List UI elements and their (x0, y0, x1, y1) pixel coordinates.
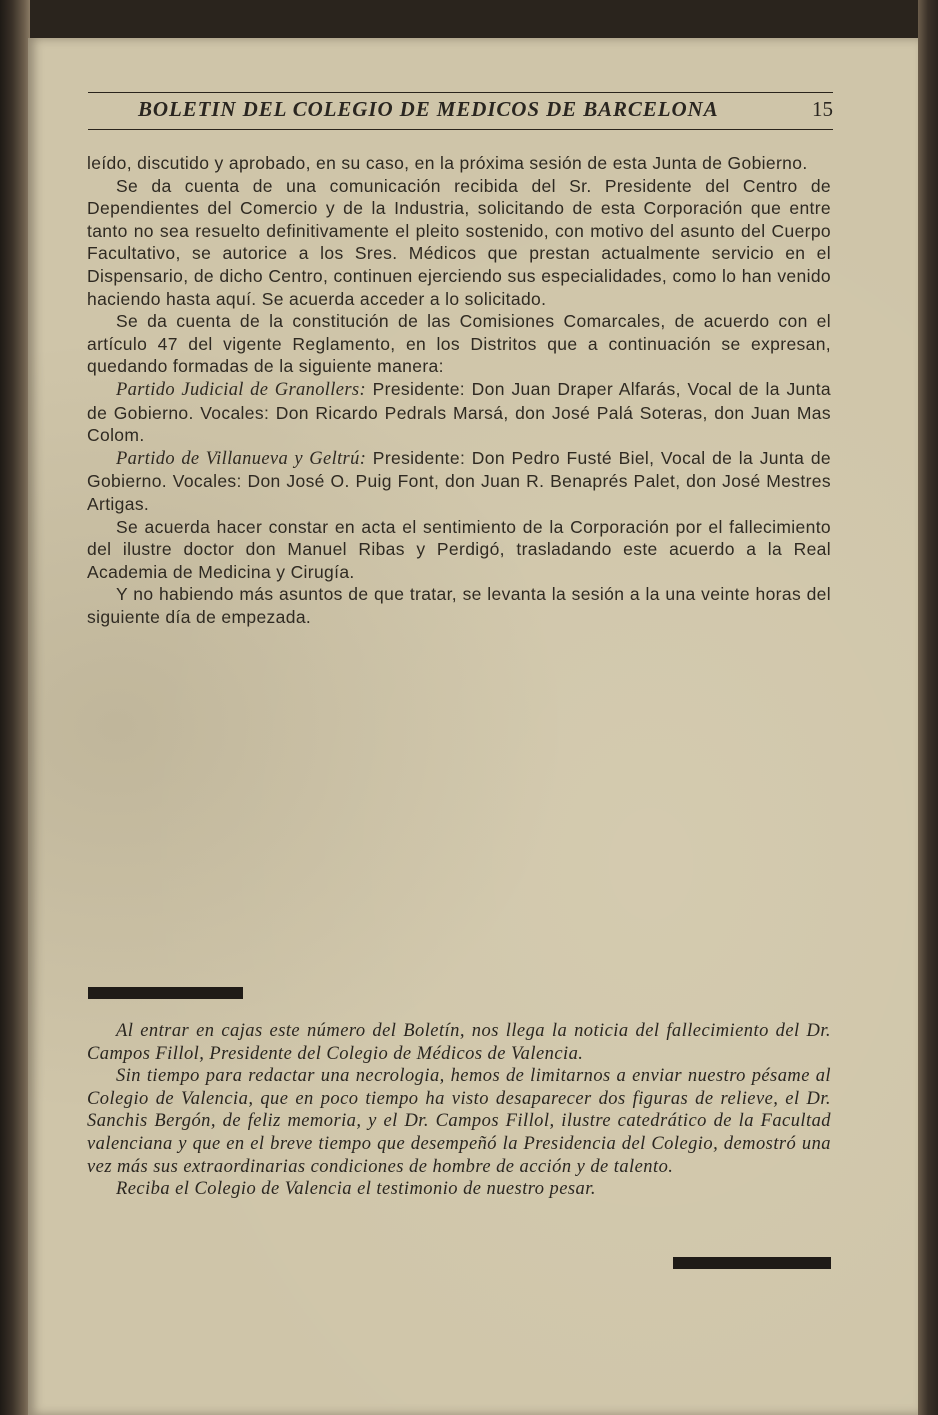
paragraph: Se da cuenta de una comunicación recibida del Sr. Presidente del Centro de Dependientes del Comercio y de la Industria, solicitando de esta Corporación que entre tanto no sea resuelto definitivamente el pleito sostenido, con motivo del asunto del Cuerpo Facultativo, se autorice a los Sres. Médicos que prestan actualmente servicio en el Dispensario, de dicho Centro, continuen ejerciendo sus especialidades, como lo han venido haciendo hasta aquí. Se acuerda acceder a lo solicitado. (87, 175, 831, 309)
notice-paragraph: Reciba el Colegio de Valencia el testimonio de nuestro pesar. (116, 1179, 596, 1200)
page-edge (918, 0, 938, 1415)
notice-paragraph: Al entrar en cajas este número del Boletín, nos llega la noticia del fallecimiento del Dr. Campos Fillol, Presidente del Colegio de Médicos de Valencia. (87, 1021, 831, 1064)
paragraph (87, 447, 831, 516)
page-number: 15 (812, 97, 833, 121)
paragraph: Se da cuenta de la constitución de las Comisiones Comarcales, de acuerdo con el artículo 47 del vigente Reglamento, en los Distritos que a continuación se expresan, quedando formadas de la siguiente manera: (87, 311, 831, 377)
paragraph: Y no habiendo más asuntos de que tratar, se levanta la sesión a la una veinte horas del siguiente día de empezada. (87, 584, 831, 627)
district-label: Partido Judicial de Granollers: (116, 379, 366, 400)
separator-bar-top (88, 987, 243, 999)
running-header (88, 92, 833, 130)
notice-paragraph: Sin tiempo para redactar una necrologia, hemos de limitarnos a enviar nuestro pésame al Colegio de Valencia, que en poco tiempo ha visto desaparecer dos figuras de relieve, el Dr. Sanchis Bergón, de feliz memoria, y el Dr. Campos Fillol, ilustre catedrático de la Facultad valenciana y que en el breve tiempo que desempeñó la Presidencia del Colegio, demostró una vez más sus extraordinarias condiciones de hombre de acción y de talento. (87, 1066, 831, 1177)
journal-title: BOLETIN DEL COLEGIO DE MEDICOS DE BARCELONA (138, 97, 719, 121)
obituary-notice (87, 1020, 831, 1201)
minutes-text (87, 152, 831, 628)
separator-bar-bottom (673, 1257, 831, 1269)
district-label: Partido de Villanueva y Geltrú: (116, 448, 367, 469)
paragraph (87, 378, 831, 447)
book-spine (0, 0, 30, 1415)
district-members: Presidente: Don Juan Draper Alfarás, Vocal de la Junta de Gobierno. Vocales: Don Ricardo Pedrals Marsá, don José Palá Soteras, don Juan Mas Colom. (87, 378, 832, 446)
paragraph: Se acuerda hacer constar en acta el sentimiento de la Corporación por el fallecimiento del ilustre doctor don Manuel Ribas y Perdigó, trasladando este acuerdo a la Real Academia de Medicina y Cirugía. (87, 516, 831, 582)
district-members: Presidente: Don Pedro Fusté Biel, Vocal de la Junta de Gobierno. Vocales: Don José O. Puig Font, don Juan R. Benaprés Palet, don José Mestres Artigas. (87, 447, 831, 514)
paragraph: leído, discutido y aprobado, en su caso, en la próxima sesión de esta Junta de Gobierno. (87, 153, 808, 173)
